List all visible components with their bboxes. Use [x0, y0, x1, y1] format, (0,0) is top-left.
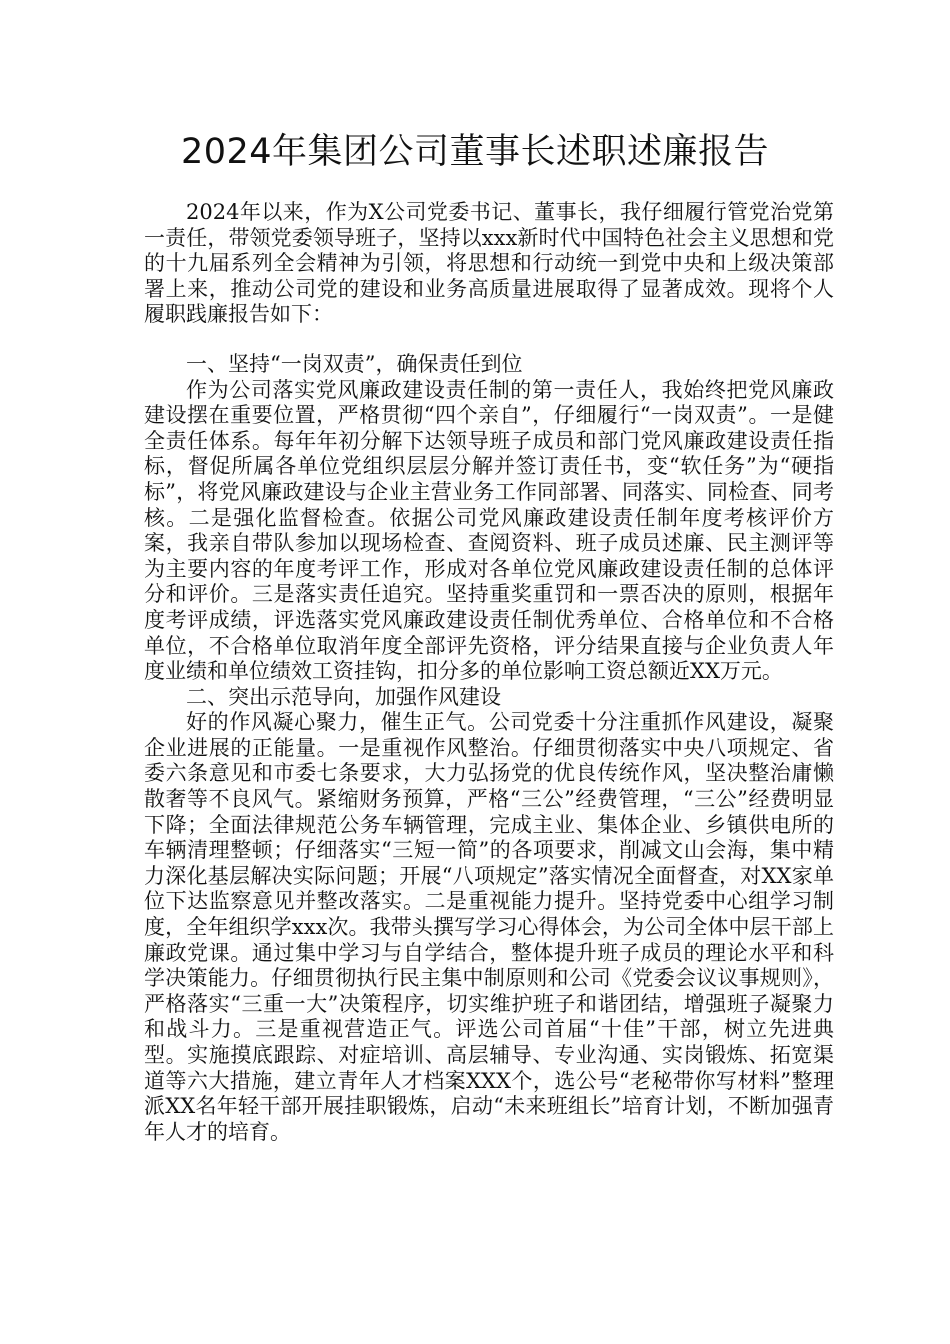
- section-1-paragraph: 作为公司落实党风廉政建设责任制的第一责任人，我始终把党风廉政建设摆在重要位置，严格贯彻“四个亲自”，仔细履行“一岗双责”。一是健全责任体系。每年年初分解下达领导班子成员和部门党风廉政建设责任指标，督促所属各单位党组织层层分解并签订责任书，变“软任务”为“硬指标”，将党风廉政建设与企业主营业务工作同部署、同落实、同检查、同考核。二是强化监督检查。依据公司党风廉政建设责任制年度考核评价方案，我亲自带队参加以现场检查、查阅资料、班子成员述廉、民主测评等为主要内容的年度考评工作，形成对各单位党风廉政建设责任制的总体评分和评价。三是落实责任追究。坚持重奖重罚和一票否决的原则，根据年度考评成绩，评选落实党风廉政建设责任制优秀单位、合格单位和不合格单位，不合格单位取消年度全部评先资格，评分结果直接与企业负责人年度业绩和单位绩效工资挂钩，扣分多的单位影响工资总额近XX万元。: [144, 377, 834, 684]
- section-2-paragraph: 好的作风凝心聚力，催生正气。公司党委十分注重抓作风建设，凝聚企业进展的正能量。一是重视作风整治。仔细贯彻落实中央八项规定、省委六条意见和市委七条要求，大力弘扬党的优良传统作风，坚决整治庸懒散奢等不良风气。紧缩财务预算，严格“三公”经费管理，“三公”经费明显下降；全面法律规范公务车辆管理，完成主业、集体企业、乡镇供电所的车辆清理整顿；仔细落实“三短一简”的各项要求，削减文山会海，集中精力深化基层解决实际问题；开展“八项规定”落实情况全面督查，对XX家单位下达监察意见并整改落实。二是重视能力提升。坚持党委中心组学习制度，全年组织学xxx次。我带头撰写学习心得体会，为公司全体中层干部上廉政党课。通过集中学习与自学结合，整体提升班子成员的理论水平和科学决策能力。仔细贯彻执行民主集中制原则和公司《党委会议议事规则》，严格落实“三重一大”决策程序，切实维护班子和谐团结，增强班子凝聚力和战斗力。三是重视营造正气。评选公司首届“十佳”干部，树立先进典型。实施摸底跟踪、对症培训、高层辅导、专业沟通、实岗锻炼、拓宽渠道等六大措施，建立青年人才档案XXX个，选公号“老秘带你写材料”整理派XX名年轻干部开展挂职锻炼，启动“未来班组长”培育计划，不断加强青年人才的培育。: [144, 710, 834, 1144]
- paragraph-gap: [144, 328, 834, 352]
- section-heading-2: 二、突出示范导向，加强作风建设: [186, 684, 501, 709]
- intro-paragraph: 2024年以来，作为X公司党委书记、董事长，我仔细履行管党治党第一责任，带领党委领导班子，坚持以xxx新时代中国特色社会主义思想和党的十九届系列全会精神为引领，将思想和行动统一到党中央和上级决策部署上来，推动公司党的建设和业务高质量进展取得了显著成效。现将个人履职践廉报告如下：: [144, 200, 834, 327]
- document-body: [144, 200, 834, 1145]
- document-title: 2024年集团公司董事长述职述廉报告: [180, 132, 770, 172]
- section-heading-1: 一、坚持“一岗双责”，确保责任到位: [186, 351, 523, 376]
